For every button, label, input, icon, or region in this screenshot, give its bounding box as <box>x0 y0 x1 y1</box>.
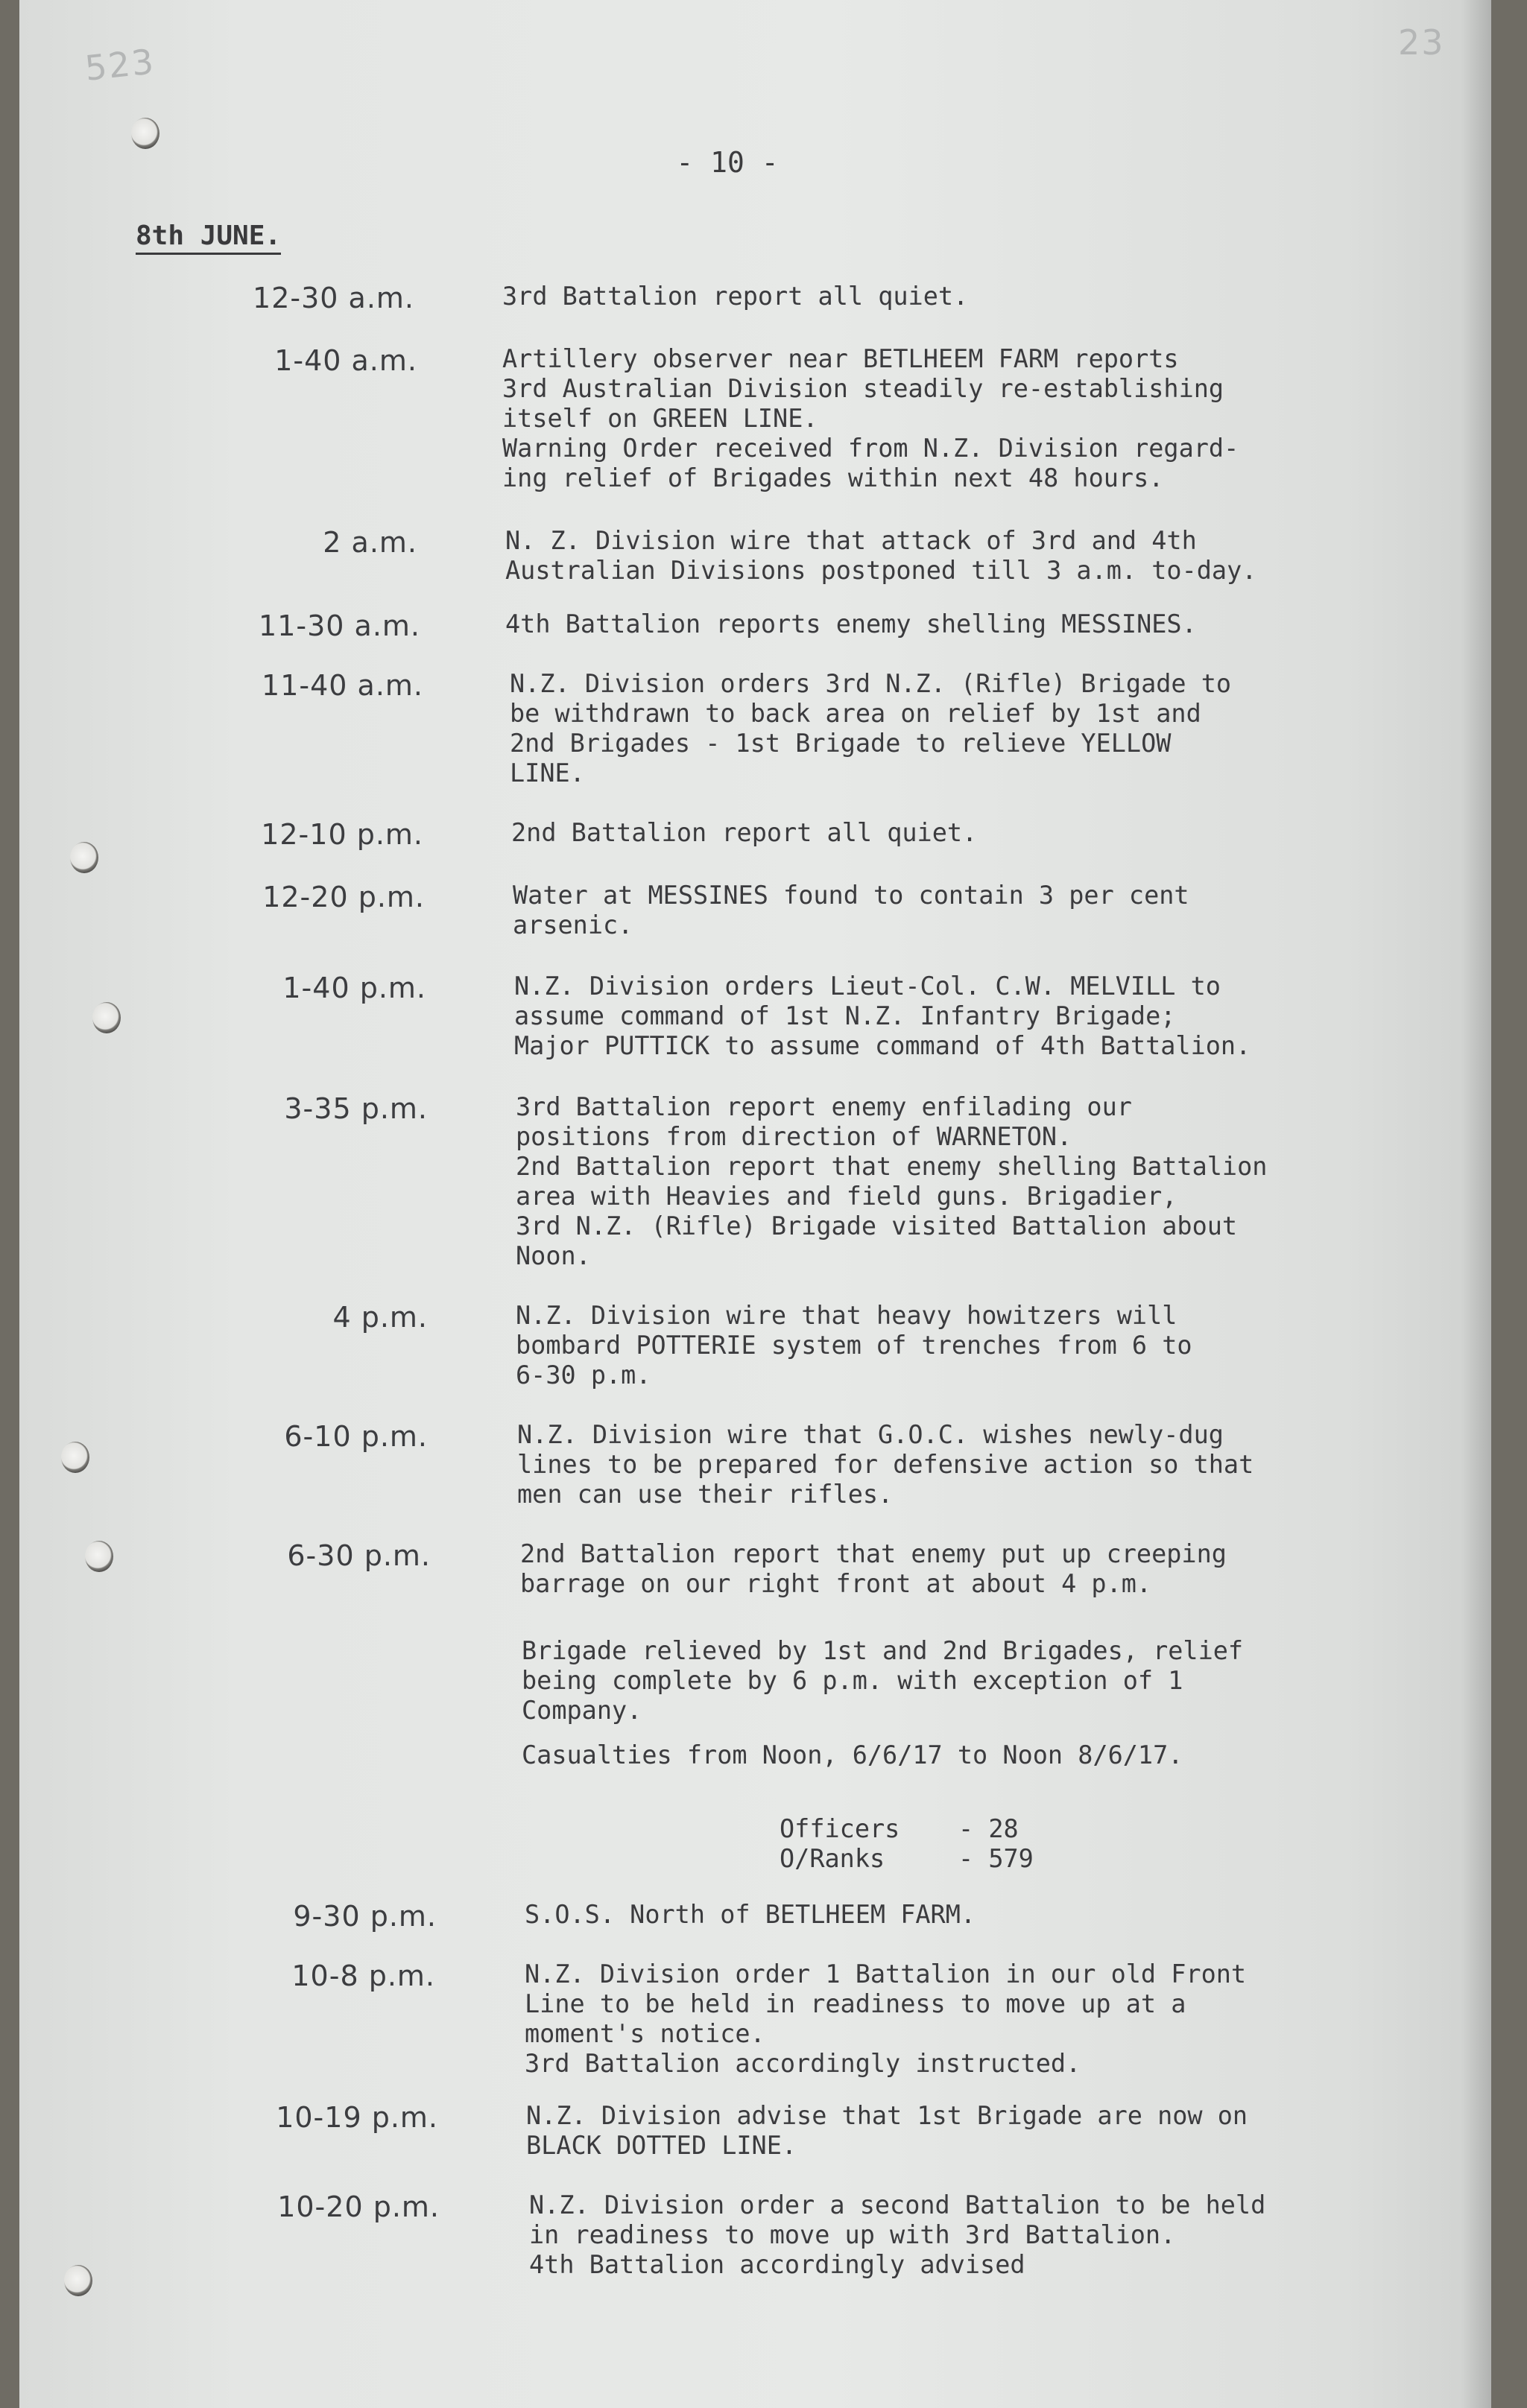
entry-text <box>502 344 1471 493</box>
entry-line: 2nd Battalion report all quiet. <box>511 818 978 847</box>
entry-line: Brigade relieved by 1st and 2nd Brigades, relief <box>522 1636 1244 1665</box>
entry-time: 11-40 a.m. <box>262 669 423 702</box>
entry-text <box>525 1900 1491 1930</box>
entry-line: arsenic. <box>513 910 633 940</box>
entry-line: lines to be prepared for defensive action so that <box>517 1450 1254 1479</box>
entry-line: moment's notice. <box>525 2019 765 2048</box>
entry-line: Casualties from Noon, 6/6/17 to Noon 8/6/17. <box>522 1740 1183 1769</box>
casualty-row <box>780 1814 1034 1844</box>
entry-line: 2nd Brigades - 1st Brigade to relieve YELLOW <box>510 729 1172 758</box>
page-number: - 10 - <box>676 146 779 179</box>
casualty-label: Officers <box>780 1814 900 1843</box>
entry-line: barrage on our right front at about 4 p.m. <box>520 1569 1152 1598</box>
entry-text <box>505 526 1474 586</box>
entry-line: 4th Battalion accordingly advised <box>529 2250 1025 2279</box>
entry-time: 10-20 p.m. <box>277 2190 440 2223</box>
entry-text <box>514 972 1483 1061</box>
entry-line: LINE. <box>510 758 585 788</box>
entry-line: N.Z. Division wire that heavy howitzers will <box>516 1301 1177 1330</box>
casualty-label: O/Ranks <box>780 1844 885 1873</box>
entry-line: 4th Battalion reports enemy shelling MESSINES. <box>505 609 1197 639</box>
document-page <box>19 0 1491 2408</box>
entry-line: men can use their rifles. <box>517 1480 894 1509</box>
entry-line: N. Z. Division wire that attack of 3rd and 4th <box>505 526 1197 555</box>
entry-time: 6-30 p.m. <box>287 1539 431 1572</box>
entry-line: assume command of 1st N.Z. Infantry Brigade; <box>514 1001 1176 1030</box>
entry-text <box>513 881 1482 940</box>
entry-line: be withdrawn to back area on relief by 1st and <box>510 699 1201 728</box>
entry-line: in readiness to move up with 3rd Battalion. <box>529 2220 1176 2249</box>
entry-text <box>510 669 1479 788</box>
entry-time: 3-35 p.m. <box>284 1092 428 1125</box>
entry-time: 12-10 p.m. <box>261 818 423 851</box>
entry-line: bombard POTTERIE system of trenches from 6 to <box>516 1331 1192 1360</box>
entry-line: Major PUTTICK to assume command of 4th Battalion. <box>514 1031 1251 1060</box>
punch-hole <box>131 118 159 149</box>
entry-text <box>516 1092 1485 1271</box>
entry-line: 3rd Battalion report all quiet. <box>502 282 969 311</box>
entry-time: 6-10 p.m. <box>284 1420 428 1453</box>
entry-line: Company. <box>522 1696 642 1725</box>
entry-line: 3rd Australian Division steadily re-establishing <box>502 374 1224 403</box>
entry-line: Australian Divisions postponed till 3 a.m. to-day. <box>505 556 1257 585</box>
entry-line: BLACK DOTTED LINE. <box>526 2131 797 2160</box>
entry-line: Line to be held in readiness to move up at a <box>525 1989 1186 2018</box>
entry-time: 2 a.m. <box>323 526 417 559</box>
entry-time: 11-30 a.m. <box>259 609 420 642</box>
entry-line: S.O.S. North of BETLHEEM FARM. <box>525 1900 976 1929</box>
entry-line: itself on GREEN LINE. <box>502 404 818 433</box>
casualty-table <box>780 1814 1034 1874</box>
entry-time: 4 p.m. <box>332 1301 428 1334</box>
entry-text <box>517 1420 1486 1509</box>
punch-hole <box>92 1002 121 1033</box>
entry-text <box>529 2190 1491 2280</box>
entry-text <box>516 1301 1485 1390</box>
entry-line: 6-30 p.m. <box>516 1360 651 1390</box>
entry-line: 2nd Battalion report that enemy shelling Battalion <box>516 1152 1268 1181</box>
entry-line: 3rd Battalion report enemy enfilading our <box>516 1092 1132 1121</box>
entry-line: N.Z. Division wire that G.O.C. wishes newly-dug <box>517 1420 1224 1449</box>
entry-line: N.Z. Division orders Lieut-Col. C.W. MELVILL to <box>514 972 1221 1001</box>
entry-line: 3rd N.Z. (Rifle) Brigade visited Battalion about <box>516 1211 1238 1241</box>
entry-line: Noon. <box>516 1241 591 1270</box>
entry-time: 12-30 a.m. <box>253 282 414 314</box>
entry-line: 3rd Battalion accordingly instructed. <box>525 2049 1081 2078</box>
entry-line: ing relief of Brigades within next 48 hours. <box>502 463 1164 492</box>
casualty-value: - 579 <box>958 1844 1034 1873</box>
entry-line: being complete by 6 p.m. with exception of 1 <box>522 1666 1183 1695</box>
entry-line: Water at MESSINES found to contain 3 per cent <box>513 881 1189 910</box>
entry-time: 10-19 p.m. <box>276 2101 438 2134</box>
entry-text <box>520 1539 1489 1599</box>
punch-hole <box>64 2265 92 2296</box>
entry-line: N.Z. Division order a second Battalion to be held <box>529 2190 1266 2220</box>
casualty-value: - 28 <box>958 1814 1019 1843</box>
pencil-folio-left: 523 <box>83 41 157 89</box>
pencil-folio-right: 23 <box>1398 22 1445 63</box>
entry-text <box>522 1740 1490 1770</box>
entry-time: 1-40 a.m. <box>274 344 417 377</box>
entry-line: area with Heavies and field guns. Brigadier, <box>516 1182 1177 1211</box>
entry-line: positions from direction of WARNETON. <box>516 1122 1072 1151</box>
entry-line: 2nd Battalion report that enemy put up creeping <box>520 1539 1227 1568</box>
entry-time: 12-20 p.m. <box>262 881 425 913</box>
entry-text <box>511 818 1480 848</box>
entry-time: 1-40 p.m. <box>282 972 426 1004</box>
entry-time: 9-30 p.m. <box>293 1900 437 1933</box>
entry-line: Artillery observer near BETLHEEM FARM reports <box>502 344 1179 373</box>
entry-time: 10-8 p.m. <box>291 1959 435 1992</box>
entry-line: N.Z. Division order 1 Battalion in our old Front <box>525 1959 1247 1989</box>
entry-line: N.Z. Division orders 3rd N.Z. (Rifle) Brigade to <box>510 669 1232 698</box>
entry-line: Warning Order received from N.Z. Division regard- <box>502 434 1239 463</box>
entry-text <box>505 609 1474 639</box>
entry-text <box>526 2101 1491 2161</box>
entry-text <box>525 1959 1491 2079</box>
entry-text <box>522 1636 1490 1726</box>
entry-text <box>502 282 1471 311</box>
date-heading: 8th JUNE. <box>136 221 281 251</box>
casualty-row <box>780 1844 1034 1874</box>
entry-line: N.Z. Division advise that 1st Brigade are now on <box>526 2101 1248 2130</box>
